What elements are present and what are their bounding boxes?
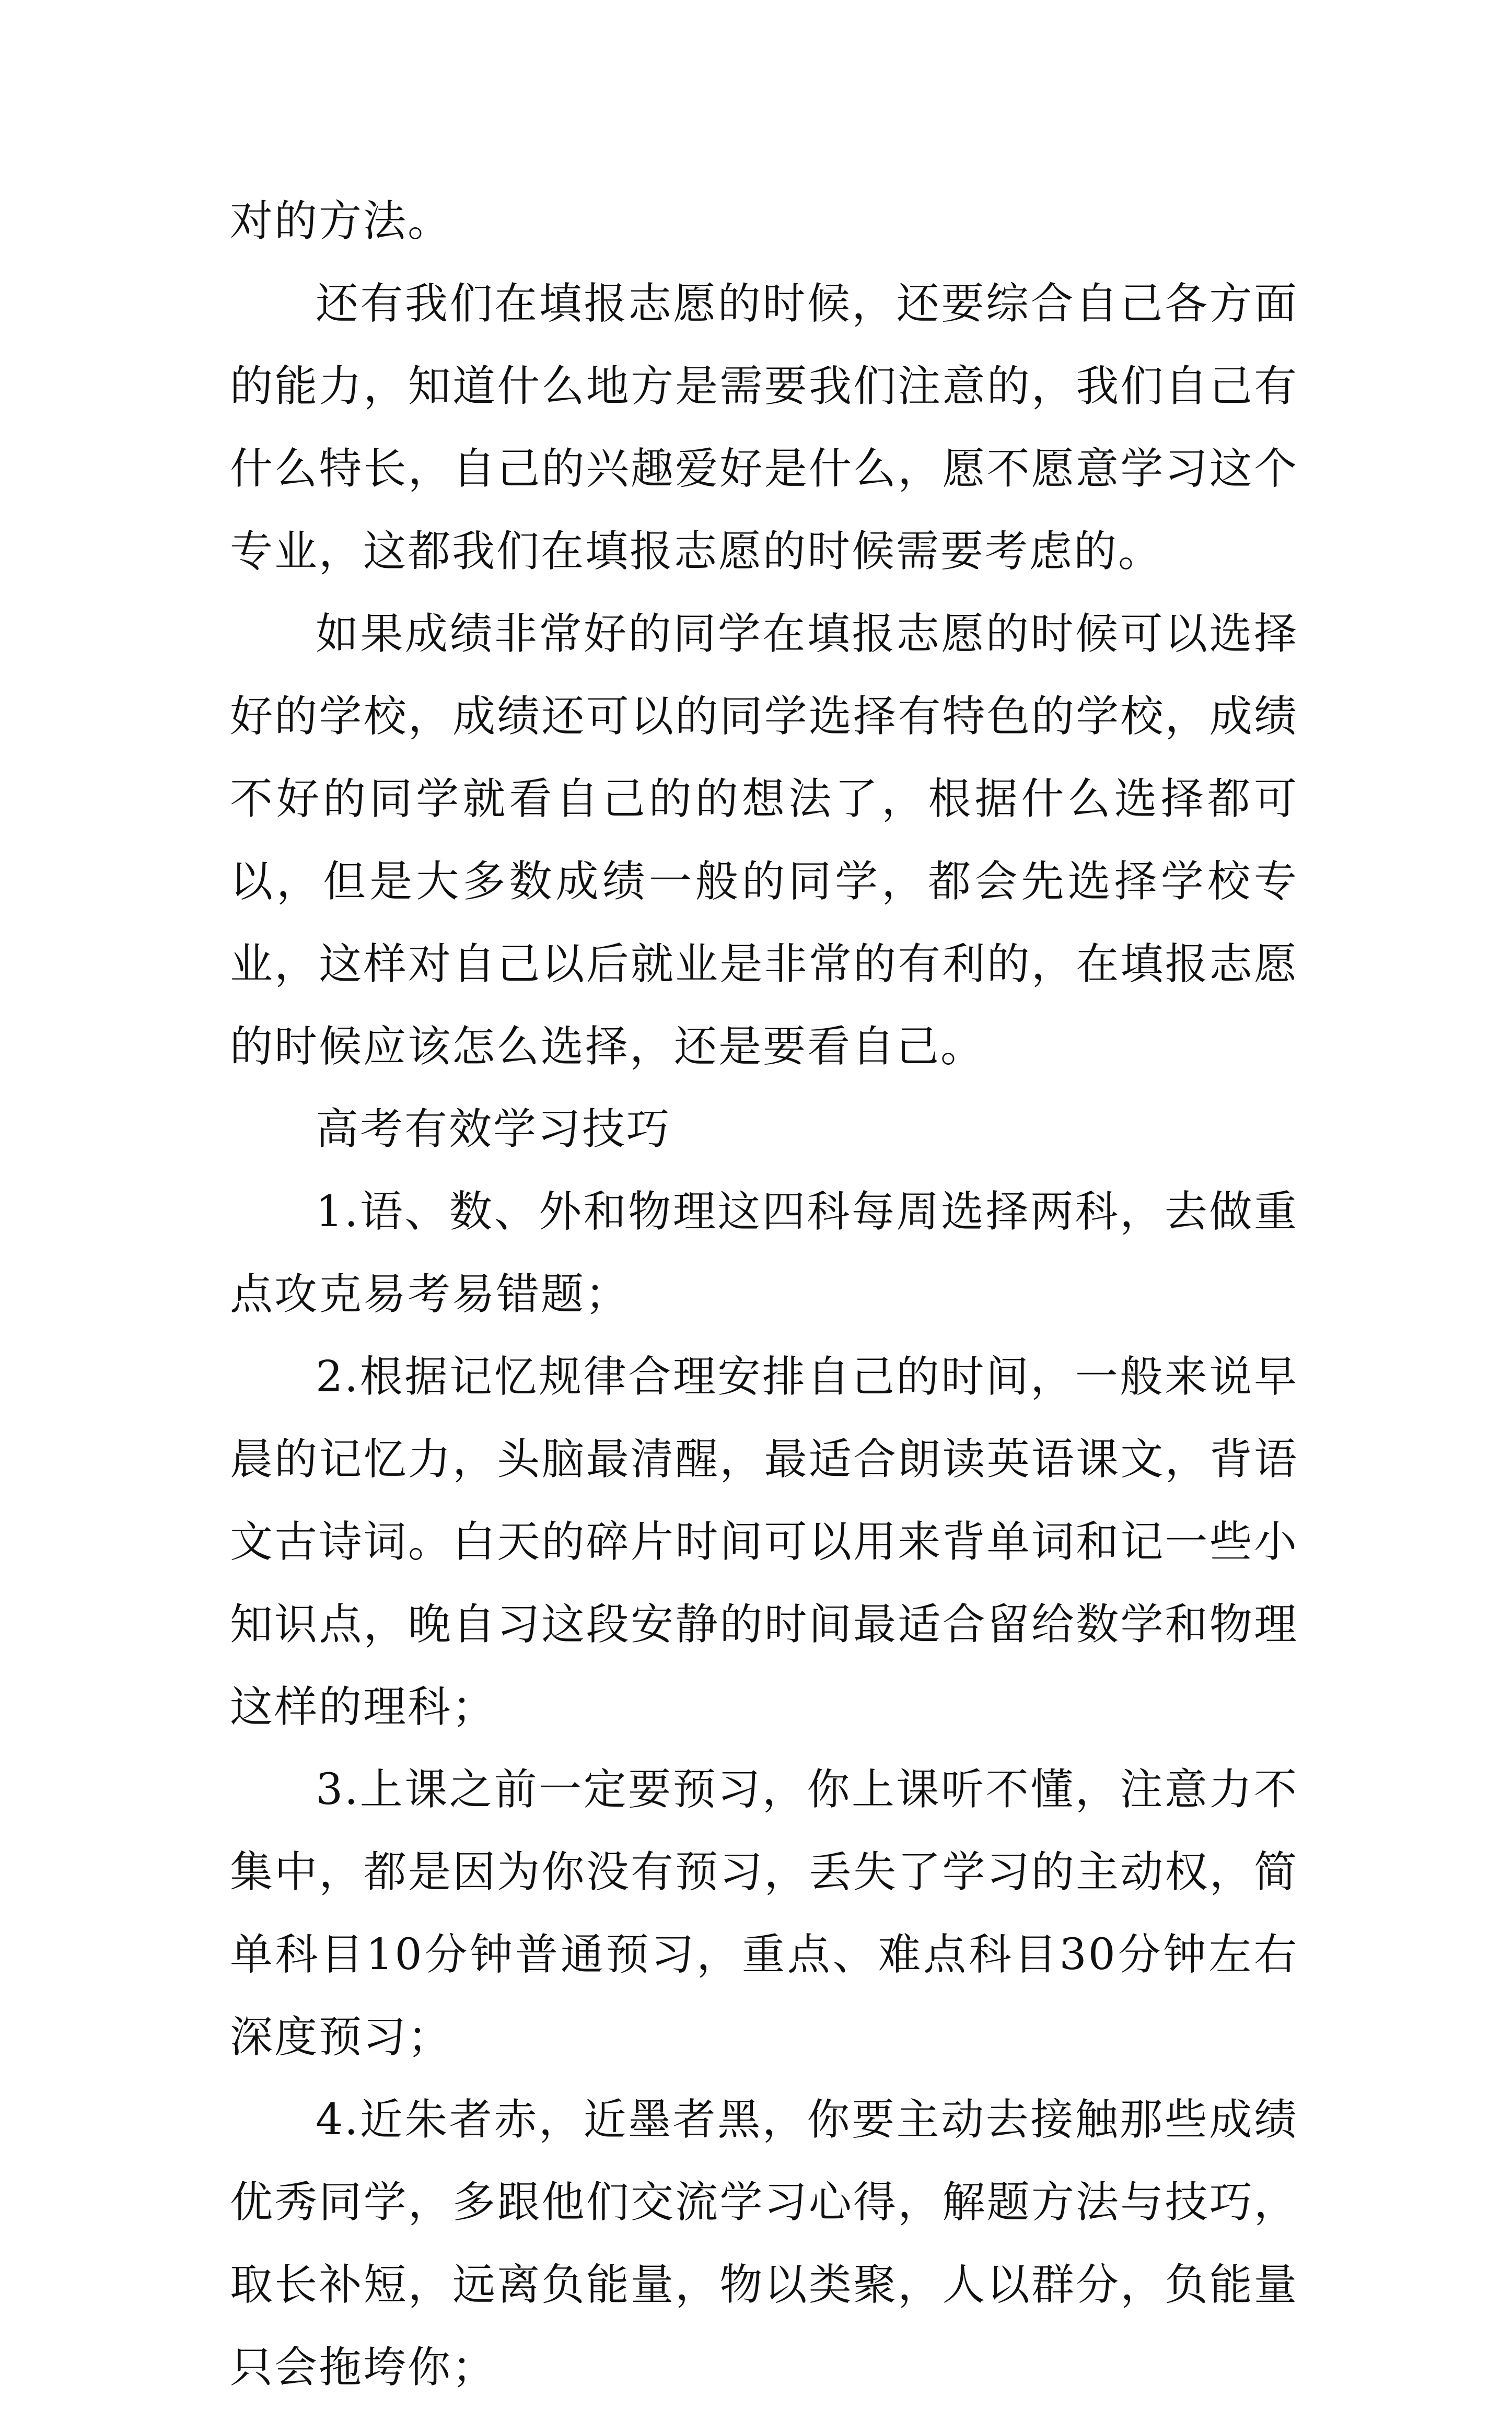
section-heading: 高考有效学习技巧 — [316, 1104, 671, 1154]
paragraph-grade-based-choice: 如果成绩非常好的同学在填报志愿的时候可以选择好的学校，成绩还可以的同学选择有特色的学校，成绩不好的同学就看自己的的想法了，根据什么选择都可以，但是大多数成绩一般的同学，都会先选择学校专业，这样对自己以后就业是非常的有利的，在填报志愿的时候应该怎么选择，还是要看自己。 — [230, 609, 1298, 1072]
document-page — [230, 180, 1298, 2409]
list-item-3: 3.上课之前一定要预习，你上课听不懂，注意力不集中，都是因为你没有预习，丢失了学习的主动权，简单科目10分钟普通预习，重点、难点科目30分钟左右深度预习； — [230, 1765, 1298, 2062]
paragraph-continuation: 对的方法。 — [230, 196, 452, 246]
paragraph-volunteer-abilities: 还有我们在填报志愿的时候，还要综合自己各方面的能力，知道什么地方是需要我们注意的，我们自己有什么特长，自己的兴趣爱好是什么，愿不愿意学习这个专业，这都我们在填报志愿的时候需要考虑的。 — [230, 279, 1298, 576]
list-item-1: 1.语、数、外和物理这四科每周选择两科，去做重点攻克易考易错题； — [230, 1187, 1298, 1319]
list-item-2: 2.根据记忆规律合理安排自己的时间，一般来说早晨的记忆力，头脑最清醒，最适合朗读英语课文，背语文古诗词。白天的碎片时间可以用来背单词和记一些小知识点，晚自习这段安静的时间最适合留给数学和物理这样的理科； — [230, 1352, 1298, 1732]
list-item-4: 4.近朱者赤，近墨者黑，你要主动去接触那些成绩优秀同学，多跟他们交流学习心得，解题方法与技巧，取长补短，远离负能量，物以类聚，人以群分，负能量只会拖垮你； — [230, 2095, 1298, 2392]
